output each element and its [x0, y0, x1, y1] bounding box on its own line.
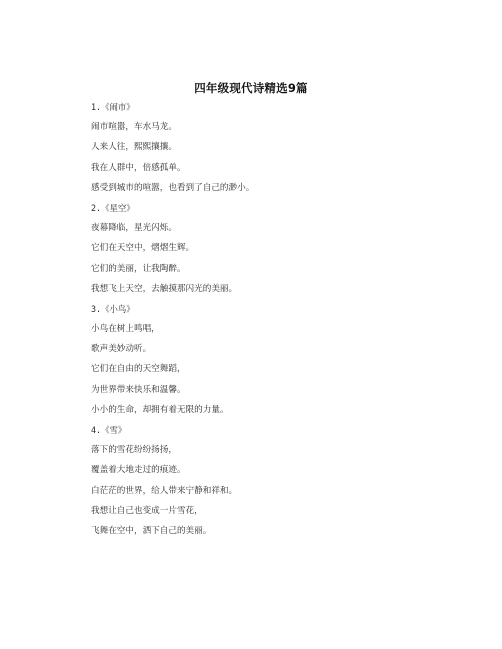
- poem-line: 它们的美丽，让我陶醉。: [91, 263, 186, 274]
- poem-line: 夜幕降临，星光闪烁。: [91, 223, 177, 234]
- poem-line: 感受到城市的喧嚣，也看到了自己的渺小。: [91, 182, 255, 193]
- document-title: 四年级现代诗精选9篇: [194, 81, 308, 95]
- poem-line: 它们在自由的天空舞蹈，: [91, 364, 186, 375]
- poem-line: 我在人群中，倍感孤单。: [91, 162, 186, 173]
- poem-line: 小鸟在树上鸣唱，: [91, 324, 160, 335]
- poem-line: 为世界带来快乐和温馨。: [91, 384, 186, 395]
- poem-line: 我想飞上天空，去触摸那闪光的美丽。: [91, 283, 238, 294]
- poem-line: 飞舞在空中，洒下自己的美丽。: [91, 525, 212, 536]
- poem-line: 覆盖着大地走过的痕迹。: [91, 465, 186, 476]
- poem-line: 小小的生命，却拥有着无限的力量。: [91, 404, 229, 415]
- poem-line: 人来人往，熙熙攘攘。: [91, 142, 177, 153]
- poem-line: 我想让自己也变成一片雪花，: [91, 505, 203, 516]
- poem-line: 白茫茫的世界，给人带来宁静和祥和。: [91, 485, 238, 496]
- poem-heading: 2.《星空》: [91, 202, 135, 213]
- poem-line: 歌声美妙动听。: [91, 344, 152, 355]
- poem-line: 它们在天空中，熠熠生辉。: [91, 243, 195, 254]
- poem-line: 落下的雪花纷纷扬扬，: [91, 445, 177, 456]
- poem-heading: 3.《小鸟》: [91, 303, 135, 314]
- poem-heading: 1.《闹市》: [91, 102, 135, 112]
- poem-line: 闹市喧嚣，车水马龙。: [91, 122, 177, 133]
- poem-heading: 4.《雪》: [91, 425, 127, 435]
- poem-lines: [91, 97, 254, 541]
